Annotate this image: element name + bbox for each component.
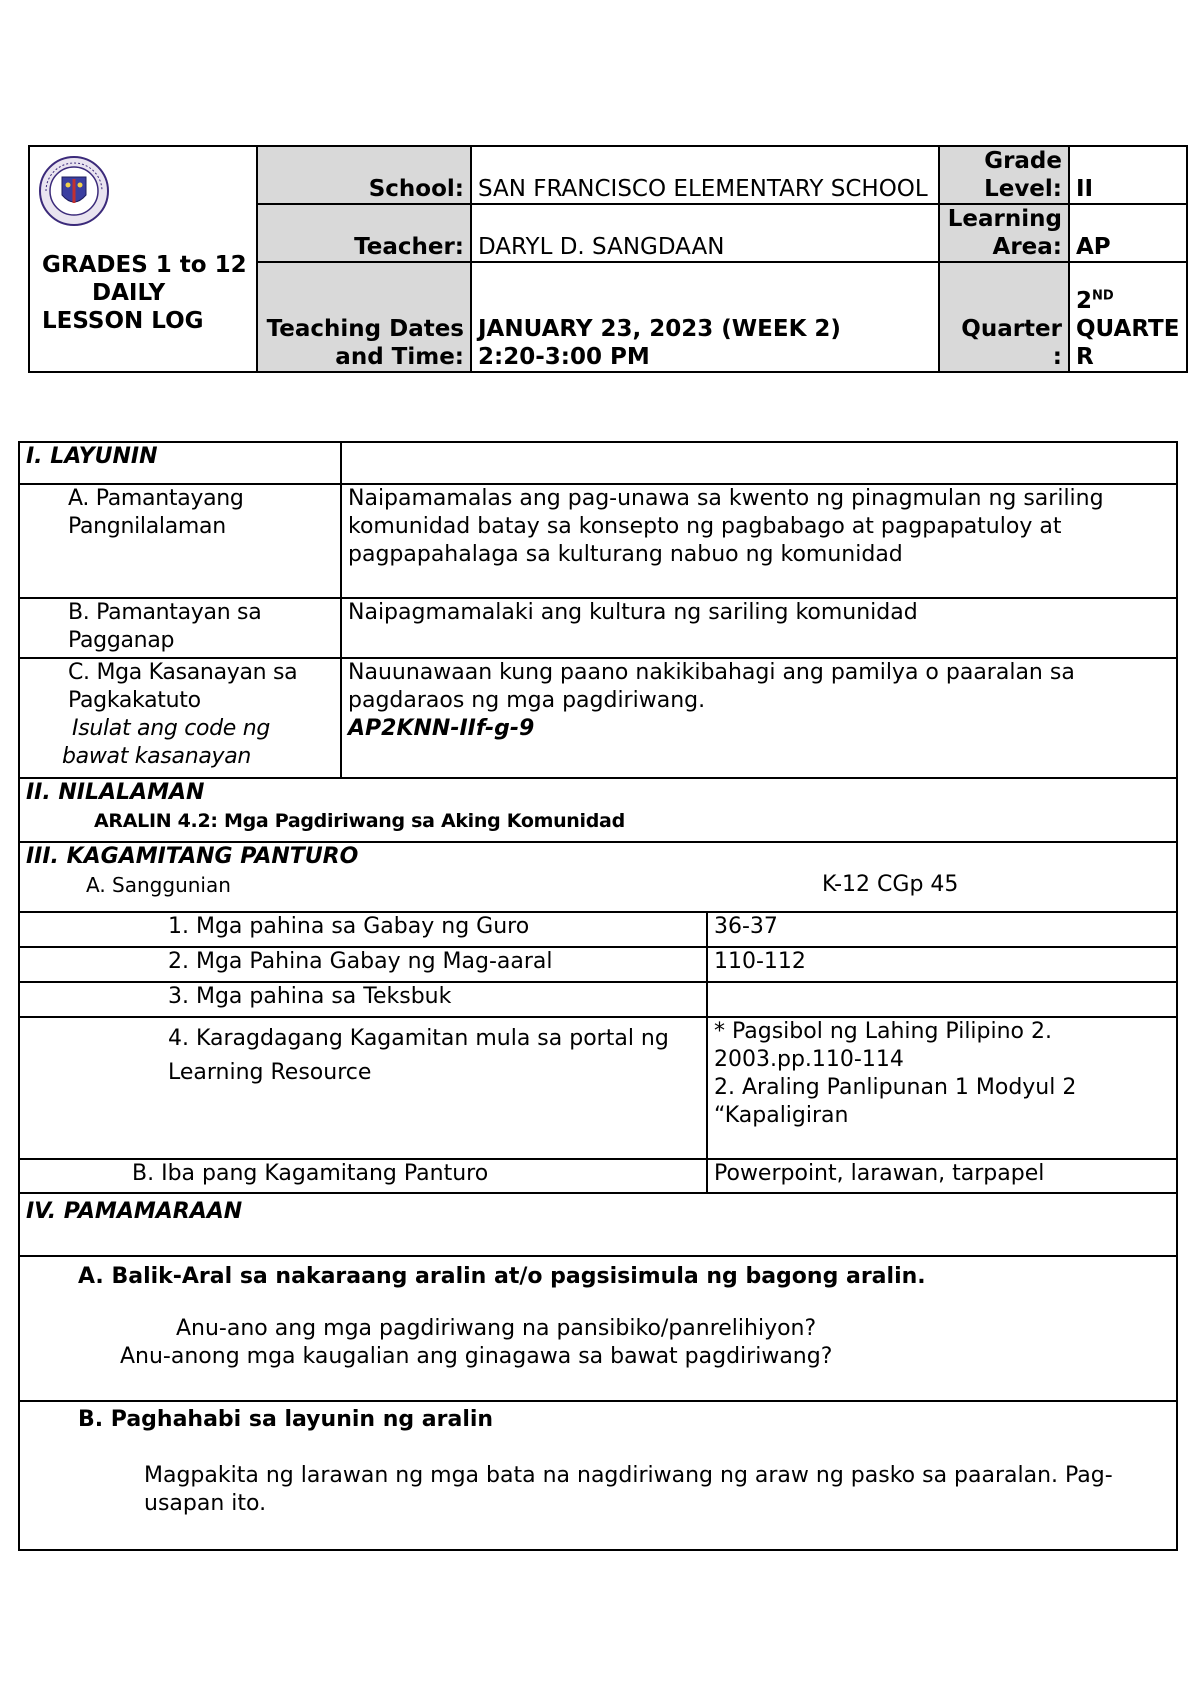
- layunin-heading-blank: [341, 442, 1177, 484]
- grade-value: II: [1069, 146, 1187, 204]
- nilalaman-aralin: ARALIN 4.2: Mga Pagdiriwang sa Aking Komunidad: [94, 810, 625, 832]
- portal-label: 4. Karagdagang Kagamitan mula sa portal ng Learning Resource: [19, 1017, 707, 1159]
- time-text: 2:20-3:00 PM: [478, 344, 650, 370]
- gabay-guro-value: 36-37: [707, 912, 1177, 947]
- paghahabi-heading: B. Paghahabi sa layunin ng aralin: [78, 1407, 494, 1432]
- kasanayan-code: AP2KNN-IIf-g-9: [348, 716, 535, 741]
- balik-aral-heading: A. Balik-Aral sa nakaraang aralin at/o pagsisimula ng bagong aralin.: [78, 1264, 926, 1289]
- portal-value-1: * Pagsibol ng Lahing Pilipino 2. 2003.pp.110-114: [714, 1019, 1053, 1072]
- kasanayan-label: C. Mga Kasanayan sa Pagkakatuto: [68, 660, 298, 713]
- portal-value-cell: [707, 1017, 1177, 1159]
- pagganap-value: Naipagmamalaki ang kultura ng sariling komunidad: [341, 598, 1177, 658]
- pamantayang-label: A. Pamantayang Pangnilalaman: [19, 484, 341, 598]
- teacher-label: Teacher:: [257, 204, 471, 262]
- kagamitan-cell: [19, 842, 1177, 912]
- teksbuk-value: [707, 982, 1177, 1017]
- balik-aral-question-1: Anu-ano ang mga pagdiriwang na pansibiko/panrelihiyon?: [176, 1316, 817, 1341]
- title-line-1: GRADES 1 to 12: [42, 252, 247, 278]
- nilalaman-cell: [19, 778, 1177, 842]
- deped-seal-logo: [38, 155, 110, 227]
- kasanayan-value: Nauunawaan kung paano nakikibahagi ang pamilya o paaralan sa pagdaraos ng mga pagdiriwang.: [348, 660, 1075, 713]
- quarter-label: Quarter :: [939, 262, 1069, 372]
- quarter-value: [1069, 262, 1187, 372]
- iba-value: Powerpoint, larawan, tarpapel: [707, 1159, 1177, 1193]
- nilalaman-heading: II. NILALAMAN: [26, 780, 205, 805]
- kasanayan-label-cell: [19, 658, 341, 778]
- teksbuk-label: 3. Mga pahina sa Teksbuk: [19, 982, 707, 1017]
- lesson-table: [18, 441, 1178, 1551]
- gabay-mag-aaral-value: 110-112: [707, 947, 1177, 982]
- paghahabi-cell: [19, 1401, 1177, 1550]
- title-line-2: DAILY: [92, 280, 166, 306]
- date-text: JANUARY 23, 2023 (WEEK 2): [478, 316, 841, 342]
- pagganap-label: B. Pamantayan sa Pagganap: [19, 598, 341, 658]
- sanggunian-label: A. Sanggunian: [86, 873, 231, 897]
- gabay-mag-aaral-label: 2. Mga Pahina Gabay ng Mag-aaral: [19, 947, 707, 982]
- pamantayang-value: Naipamamalas ang pag-unawa sa kwento ng pinagmulan ng sariling komunidad batay sa konsepto ng pagbabago at pagpapatuloy at pagpapahalaga sa kulturang nabuo ng komunidad: [341, 484, 1177, 598]
- balik-aral-cell: [19, 1256, 1177, 1401]
- title-cell: [29, 146, 257, 372]
- layunin-heading: I. LAYUNIN: [19, 442, 341, 484]
- teacher-value: DARYL D. SANGDAAN: [471, 204, 939, 262]
- area-label: Learning Area:: [939, 204, 1069, 262]
- balik-aral-question-2: Anu-anong mga kaugalian ang ginagawa sa bawat pagdiriwang?: [120, 1344, 833, 1369]
- sanggunian-value: K-12 CGp 45: [822, 872, 959, 897]
- quarter-sup: ND: [1092, 288, 1114, 304]
- area-value: AP: [1069, 204, 1187, 262]
- paghahabi-text: Magpakita ng larawan ng mga bata na nagdiriwang ng araw ng pasko sa paaralan. Pag-usapan ito.: [144, 1463, 1113, 1516]
- pamamaraan-heading: IV. PAMAMARAAN: [19, 1193, 1177, 1256]
- school-label: School:: [257, 146, 471, 204]
- dates-value: [471, 262, 939, 372]
- school-value: SAN FRANCISCO ELEMENTARY SCHOOL: [471, 146, 939, 204]
- gabay-guro-label: 1. Mga pahina sa Gabay ng Guro: [19, 912, 707, 947]
- quarter-num: 2: [1076, 288, 1093, 314]
- portal-value-2: 2. Araling Panlipunan 1 Modyul 2 “Kapaligiran: [714, 1075, 1077, 1128]
- kasanayan-note: Isulat ang code ng bawat kasanayan: [62, 716, 271, 769]
- title-line-3: LESSON LOG: [42, 308, 204, 334]
- kasanayan-value-cell: [341, 658, 1177, 778]
- header-table: [28, 145, 1188, 373]
- grade-label: Grade Level:: [939, 146, 1069, 204]
- quarter-word: QUARTER: [1076, 316, 1180, 370]
- iba-label: B. Iba pang Kagamitang Panturo: [19, 1159, 707, 1193]
- kagamitan-heading: III. KAGAMITANG PANTURO: [26, 844, 359, 869]
- dates-label: Teaching Dates and Time:: [257, 262, 471, 372]
- log-title: [38, 251, 250, 335]
